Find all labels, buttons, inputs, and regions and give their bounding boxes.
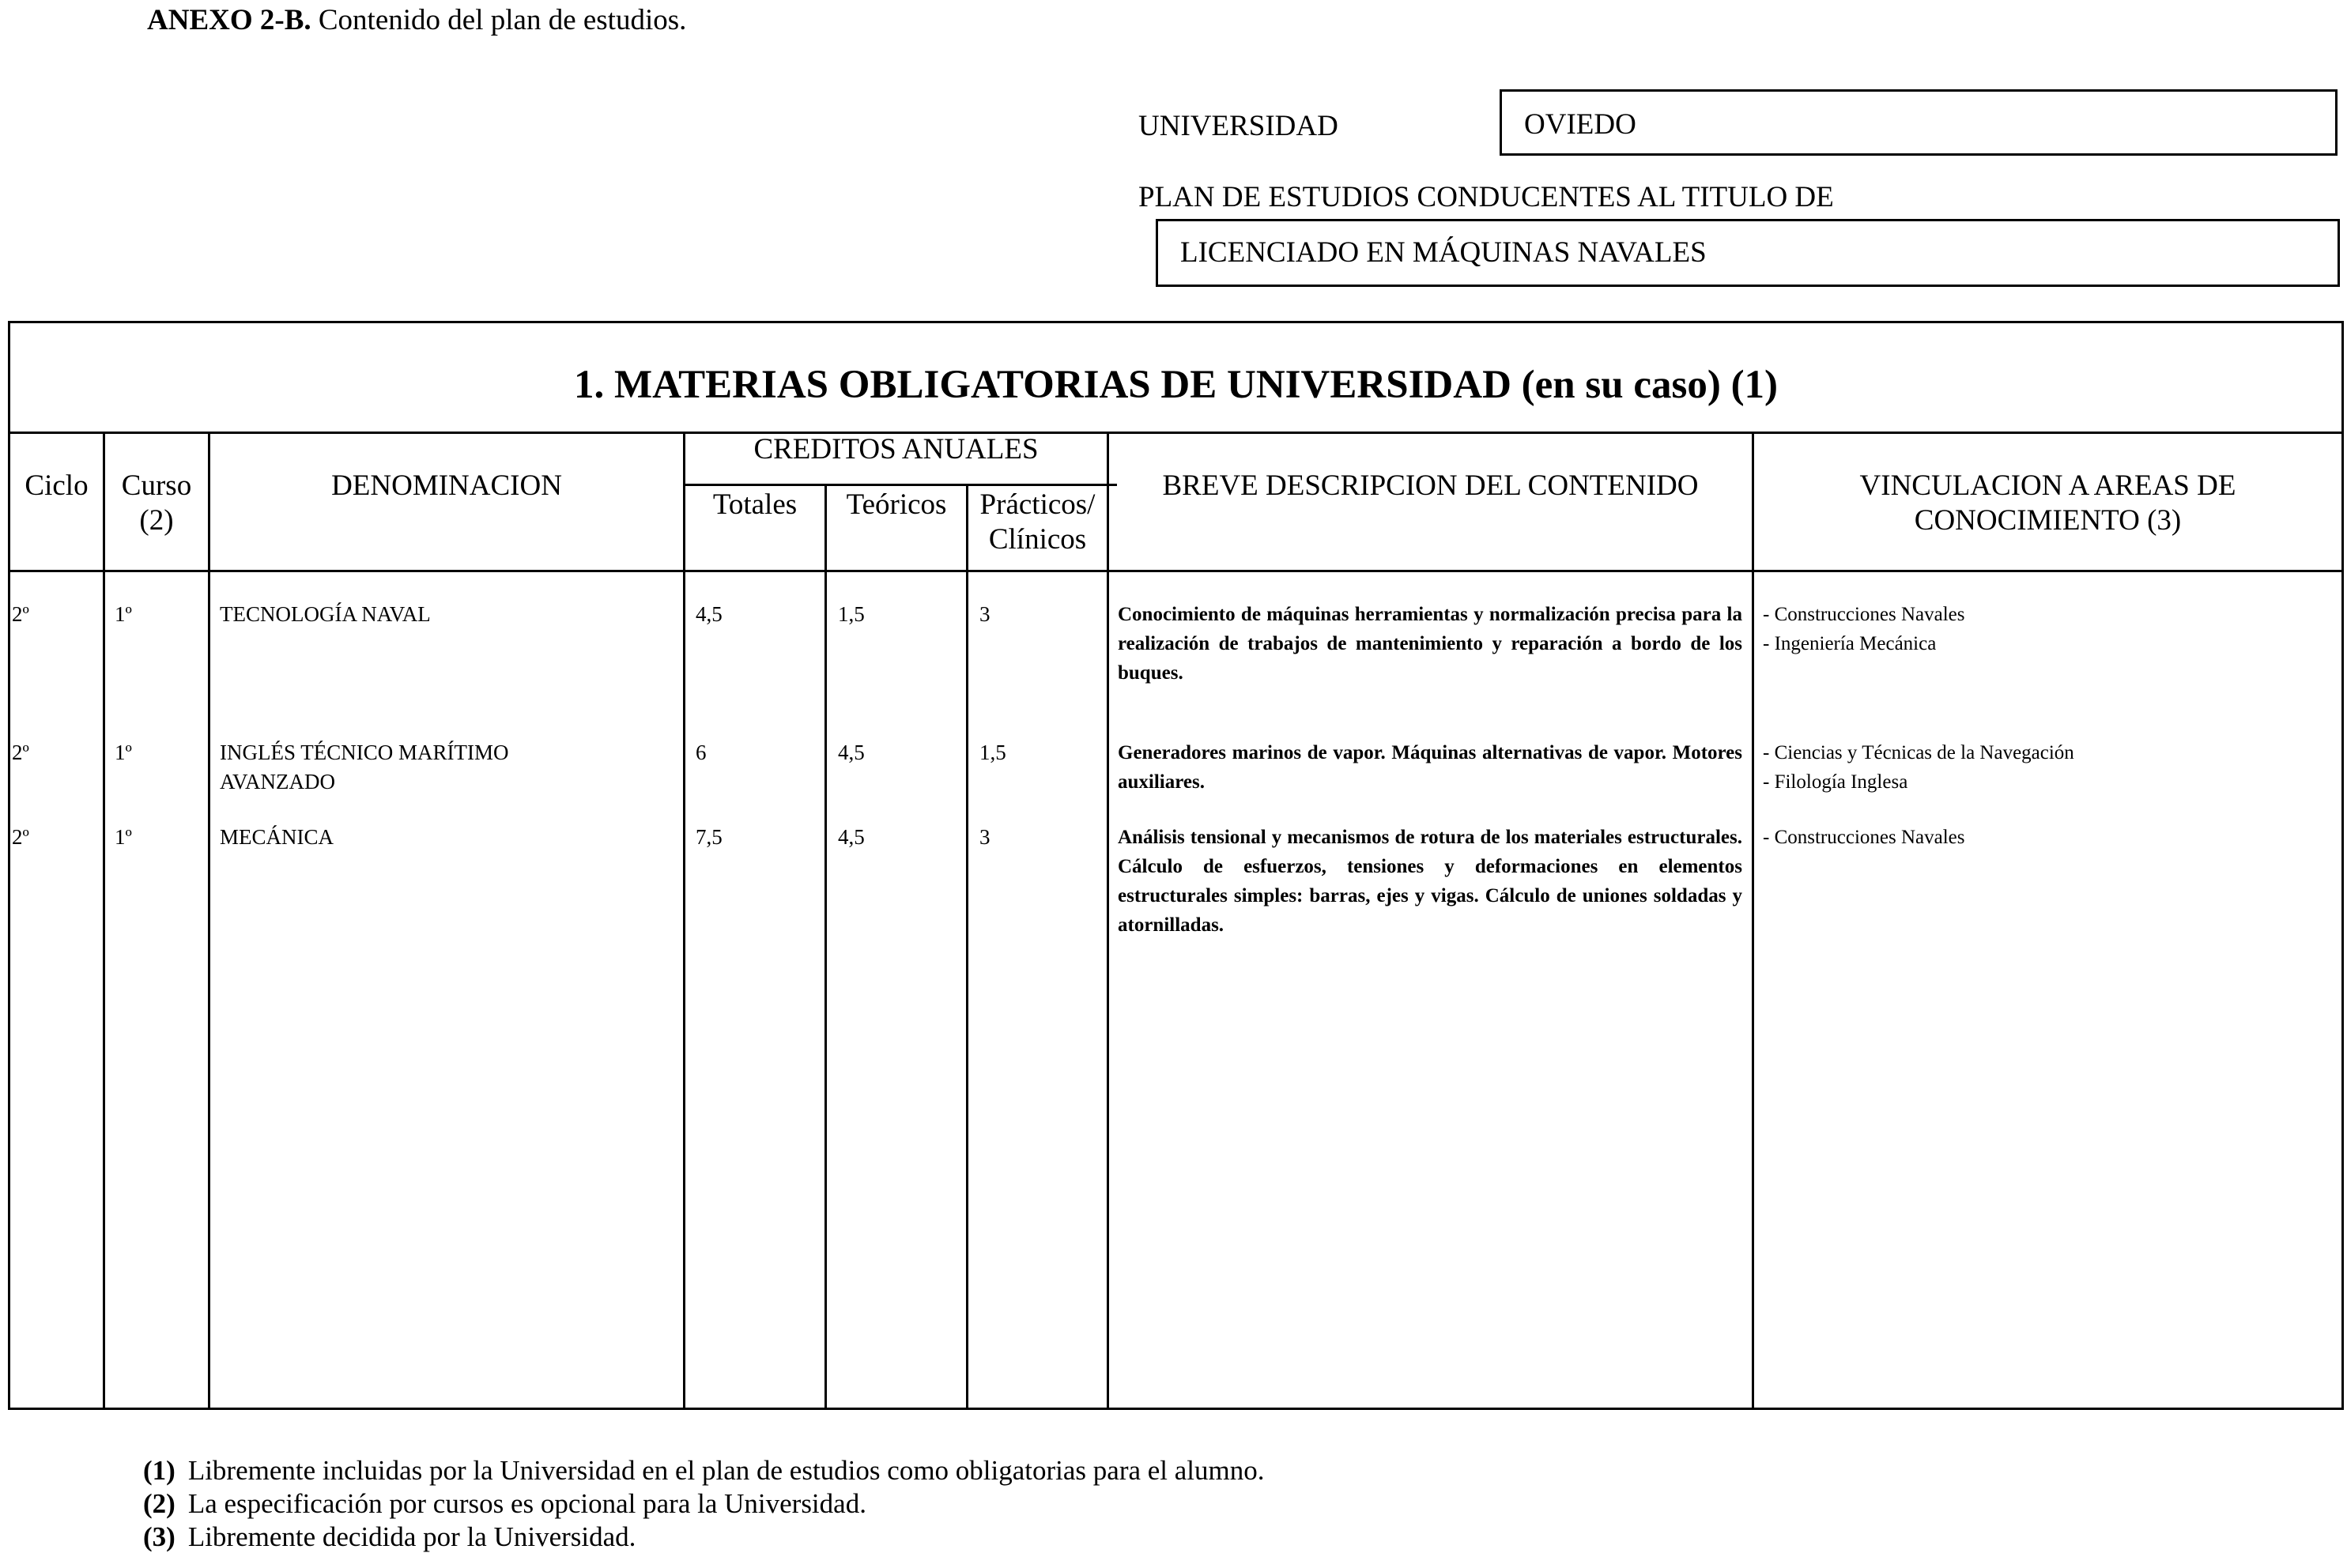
footnote-3: [143, 1521, 1265, 1554]
plan-label: PLAN DE ESTUDIOS CONDUCENTES AL TITULO DE: [1138, 181, 1834, 213]
annex-label: ANEXO 2-B.: [147, 4, 311, 36]
credits-subrule: [683, 484, 1117, 486]
footnote-2: [143, 1487, 1265, 1521]
col-divider-totales: [824, 484, 827, 1408]
row3-curso: 1º: [115, 825, 132, 849]
header-totales: Totales: [712, 488, 798, 521]
header-vinculacion-label: VINCULACION A AREAS DE: [1859, 469, 2236, 502]
degree-box: [1156, 219, 2340, 287]
row1-descripcion: Conocimiento de máquinas herramientas y normalización precisa para la realización de trabajos de mantenimiento y reparación a bordo de los buques.: [1118, 604, 1742, 684]
row2-practicos: 1,5: [979, 741, 1006, 764]
annex-subtitle: Contenido del plan de estudios.: [318, 4, 687, 36]
row2-area-2: - Filología Inglesa: [1763, 771, 1908, 793]
row2-curso: 1º: [115, 741, 132, 764]
col-divider-creditos: [1107, 432, 1109, 1408]
header-clinicos-label: Clínicos: [988, 523, 1087, 556]
col-divider-curso: [208, 432, 210, 1408]
header-descripcion: BREVE DESCRIPCION DEL CONTENIDO: [1162, 469, 1699, 502]
footnote-2-mark: (2): [143, 1488, 175, 1519]
footnote-3-mark: (3): [143, 1521, 175, 1552]
row2-teoricos: 4,5: [838, 741, 865, 764]
header-rule-bottom: [10, 570, 2341, 572]
university-box: [1500, 89, 2338, 156]
footnote-1-text: Libremente incluidas por la Universidad en el plan de estudios como obligatorias para el alumno.: [187, 1455, 1265, 1486]
subjects-table: [8, 321, 2344, 1410]
degree-value: LICENCIADO EN MÁQUINAS NAVALES: [1180, 236, 1707, 269]
header-curso-note: (2): [139, 504, 174, 537]
row1-teoricos: 1,5: [838, 602, 865, 626]
header-ciclo: Ciclo: [25, 469, 89, 502]
row1-totales: 4,5: [696, 602, 723, 626]
row2-ciclo: 2º: [12, 741, 29, 764]
col-divider-denominacion: [683, 432, 685, 1408]
header-curso-label: Curso: [121, 469, 192, 502]
header-conocimiento-label: CONOCIMIENTO (3): [1914, 504, 2182, 537]
row3-ciclo: 2º: [12, 825, 29, 849]
col-divider-ciclo: [103, 432, 105, 1408]
header-creditos: CREDITOS ANUALES: [753, 433, 1039, 466]
row1-area-1: - Construcciones Navales: [1763, 604, 1965, 625]
row2-denominacion: INGLÉS TÉCNICO MARÍTIMO AVANZADO: [220, 741, 509, 793]
header-teoricos: Teóricos: [846, 488, 947, 521]
header-practicos: [968, 488, 1107, 557]
col-divider-descripcion: [1752, 432, 1754, 1408]
footnote-2-text: La especificación por cursos es opcional para la Universidad.: [187, 1488, 866, 1519]
row3-denominacion: MECÁNICA: [220, 825, 334, 849]
header-vinculacion: [1754, 469, 2341, 538]
row1-area-2: - Ingeniería Mecánica: [1763, 633, 1937, 654]
row3-totales: 7,5: [696, 825, 723, 849]
footnote-1-mark: (1): [143, 1455, 175, 1486]
section-title: 1. MATERIAS OBLIGATORIAS DE UNIVERSIDAD (en su caso) (1): [573, 363, 1779, 407]
row3-descripcion: Análisis tensional y mecanismos de rotura de los materiales estructurales. Cálculo de esfuerzos, tensiones y deformaciones en elementos estructurales simples: barras, ejes y vigas. Cálculo de uniones soldadas y atornilladas.: [1118, 827, 1742, 936]
annex-heading: [147, 3, 686, 37]
row3-area-1: - Construcciones Navales: [1763, 827, 1965, 848]
row2-area-1: - Ciencias y Técnicas de la Navegación: [1763, 742, 2074, 763]
university-value: OVIEDO: [1524, 108, 1636, 141]
row1-denominacion: TECNOLOGÍA NAVAL: [220, 602, 431, 626]
row1-ciclo: 2º: [12, 602, 29, 626]
university-label: UNIVERSIDAD: [1138, 110, 1338, 142]
col-divider-teoricos: [966, 484, 968, 1408]
footnotes: [143, 1454, 1265, 1554]
header-practicos-label: Prácticos/: [979, 488, 1096, 521]
footnote-1: [143, 1454, 1265, 1487]
table-rule-top: [10, 432, 2341, 434]
row3-teoricos: 4,5: [838, 825, 865, 849]
row2-totales: 6: [696, 741, 707, 764]
row1-curso: 1º: [115, 602, 132, 626]
row1-practicos: 3: [979, 602, 990, 626]
row2-descripcion: Generadores marinos de vapor. Máquinas alternativas de vapor. Motores auxiliares.: [1118, 742, 1742, 793]
footnote-3-text: Libremente decidida por la Universidad.: [187, 1521, 636, 1552]
row3-practicos: 3: [979, 825, 990, 849]
header-curso: [105, 469, 208, 538]
header-denominacion: DENOMINACION: [331, 469, 562, 502]
